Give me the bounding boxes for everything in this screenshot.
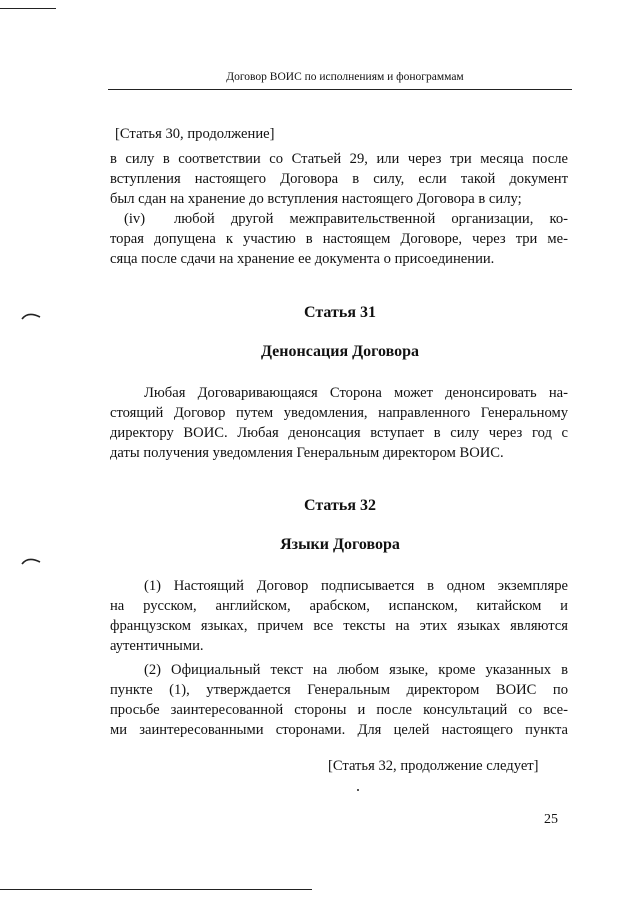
text-line: (1) Настоящий Договор подписывается в одном экземпляре xyxy=(144,578,568,594)
margin-mark-2 xyxy=(20,556,42,566)
article32-paragraph-2 xyxy=(110,660,568,740)
article32-title: Языки Договора xyxy=(280,536,400,553)
stray-dot xyxy=(357,789,359,791)
text-line: пункте (1), утверждается Генеральным директором ВОИС по xyxy=(110,682,568,698)
article31-paragraph xyxy=(110,383,568,463)
article32-number: Статья 32 xyxy=(304,497,376,514)
text-line: стоящий Договор путем уведомления, направленного Генеральному xyxy=(110,405,568,421)
margin-mark-1 xyxy=(20,311,42,321)
text-line: даты получения уведомления Генеральным директором ВОИС. xyxy=(110,445,504,461)
text-line: сяца после сдачи на хранение ее документа о присоединении. xyxy=(110,251,495,267)
article31-title: Денонсация Договора xyxy=(260,343,420,360)
text-line xyxy=(110,209,568,229)
text-line: на русском, английском, арабском, испанском, китайском и xyxy=(110,598,568,614)
text-line: торая допущена к участию в настоящем Договоре, через три ме- xyxy=(110,231,568,247)
text-line: вступления настоящего Договора в силу, если такой документ xyxy=(110,171,568,187)
text-line: французском языках, причем все тексты на этих языках являются xyxy=(110,618,568,634)
item-label: (iv) xyxy=(124,211,146,227)
scan-top-rule xyxy=(0,8,56,9)
text-line: (2) Официальный текст на любом языке, кроме указанных в xyxy=(144,662,568,678)
article31-number: Статья 31 xyxy=(304,304,376,321)
scan-bottom-rule xyxy=(0,889,312,890)
page-number: 25 xyxy=(544,812,558,827)
text-line: директору ВОИС. Любая денонсация вступает в силу через год с xyxy=(110,425,568,441)
article32-paragraph-1 xyxy=(110,576,568,656)
text-line: в силу в соответствии со Статьей 29, или через три месяца после xyxy=(110,151,568,167)
header-rule xyxy=(108,89,572,90)
article30-item-iv xyxy=(110,209,568,269)
running-header: Договор ВОИС по исполнениям и фонограммам xyxy=(226,71,464,83)
text-line: был сдан на хранение до вступления настоящего Договора в силу; xyxy=(110,191,522,207)
text-line: Любая Договаривающаяся Сторона может денонсировать на- xyxy=(144,385,568,401)
article30-paragraph xyxy=(110,149,568,209)
item-text: любой другой межправительственной организации, ко- xyxy=(174,211,568,227)
continuation-note-bottom: [Статья 32, продолжение следует] xyxy=(328,758,539,774)
text-line: ми заинтересованными сторонами. Для целей настоящего пункта xyxy=(110,722,568,738)
continuation-note-top: [Статья 30, продолжение] xyxy=(115,126,275,142)
text-line: просьбе заинтересованной стороны и после консультаций со все- xyxy=(110,702,568,718)
text-line: аутентичными. xyxy=(110,638,204,654)
